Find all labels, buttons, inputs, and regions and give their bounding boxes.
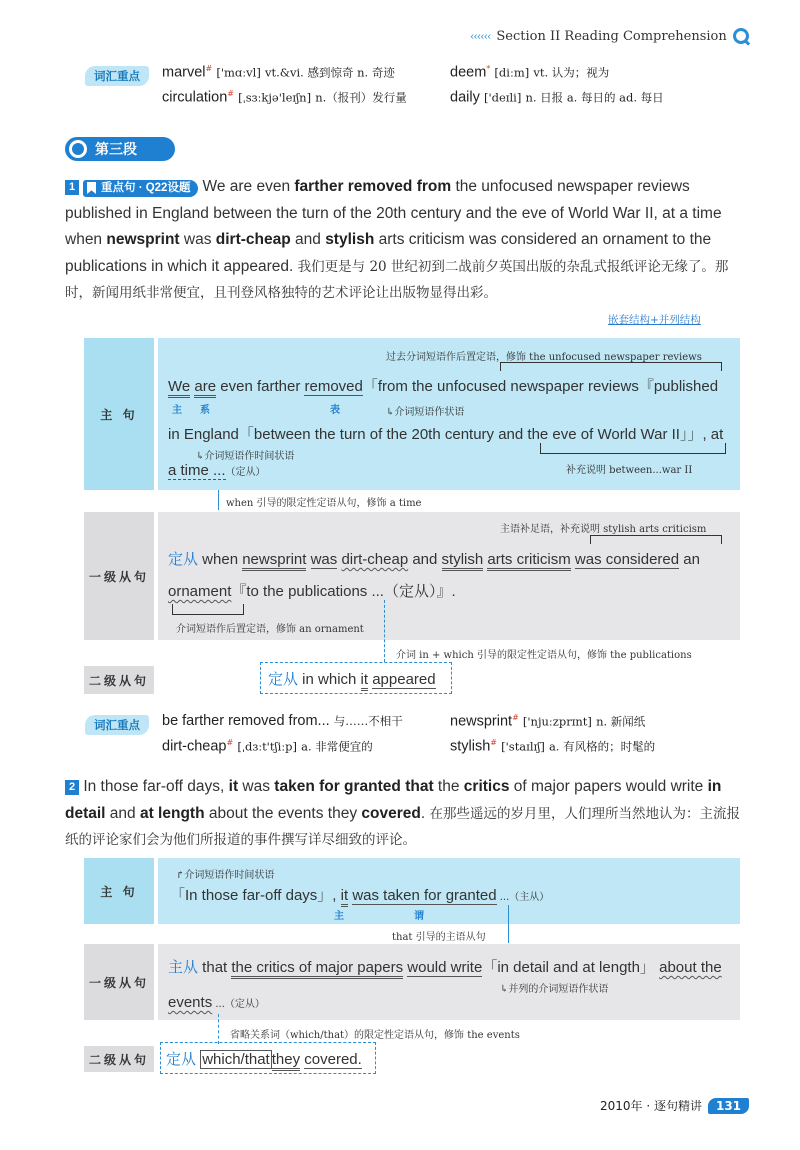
vocab-item: dirt-cheap# [ˌdɜːt'tʃiːp] a. 非常便宜的 — [162, 738, 373, 755]
annotation: ↳并列的介词短语作状语 — [500, 984, 609, 995]
annotation: 省略关系词（which/that）的限定性定语从句，修饰 the events — [230, 1030, 520, 1041]
vocab-tag: 词汇重点 — [85, 66, 149, 86]
key-sentence-tag: 重点句 · Q22设题 — [83, 180, 198, 197]
sentence-number: 2 — [65, 780, 79, 795]
label-predicate: 谓 — [414, 911, 438, 922]
vocab-tag: 词汇重点 — [85, 715, 149, 735]
annotation: 介词短语作后置定语，修饰 an ornament — [176, 624, 364, 635]
section-heading: 第三段 — [65, 137, 175, 161]
label-link: 系 — [200, 405, 224, 416]
annotation: when 引导的限定性定语从句，修饰 a time — [226, 498, 422, 509]
sentence-1: 1 重点句 · Q22设题 We are even farther removed from the unfocused newspaper reviews published in England between the turn of the 20th century and the eve of World War II, at a time when newsprint was dirt-cheap and stylish arts criticism was considered an ornament to the publications in which it appeared. 我们更是与 20 世纪初到二战前夕英国出版的杂乱式报纸评论无缘了。那时，新闻用纸非常便宜，且刊登风格独特的艺术评论让出版物显得出彩。 — [65, 178, 729, 301]
vocab-item: stylish# ['staɪlɪʃ] a. 有风格的；时髦的 — [450, 738, 656, 755]
page-number: 131 — [708, 1098, 749, 1114]
annotation: ↳介词短语作状语 — [386, 407, 465, 418]
sentence-2: 2 In those far-off days, it was taken for granted that the critics of major papers would write in detail and at length about the events they covered. 在那些遥远的岁月里，人们理所当然地认为：主流报纸的评论家们会为他们所报道的事件撰写详尽细致的评论。 — [65, 778, 740, 848]
running-header — [470, 28, 770, 44]
section-title-header: Section II Reading Comprehension — [496, 28, 727, 44]
sub-clause-1-line-1: 定从 when newsprint was dirt-cheap and stylish arts criticism was considered an — [168, 548, 700, 569]
sub-clause-2-text: 定从 in which it appeared — [268, 668, 436, 689]
annotation: 介词 in + which 引导的限定性定语从句，修饰 the publications — [396, 650, 692, 661]
annotation: ↳介词短语作时间状语 — [196, 451, 295, 462]
annotation: 补充说明 between...war II — [566, 465, 693, 476]
translation: 在那些遥远的岁月里，人们理所当然地认为：主流报纸的评论家们会为他们所报道的事件撰写详尽细致的评论。 — [65, 805, 740, 848]
main-clause-label: 主 句 — [84, 858, 154, 924]
main-clause-line-1: We are even farther removed「from the unfocused newspaper reviews『published — [168, 375, 718, 396]
main-clause-line-1: 「In those far-off days」, it was taken for granted ...（主从） — [170, 884, 549, 905]
vocab-item: daily ['deɪli] n. 日报 a. 每日的 ad. 每日 — [450, 89, 664, 106]
vocab-item: deem* [diːm] vt. 认为；视为 — [450, 64, 610, 81]
main-clause-label: 主 句 — [84, 338, 154, 490]
label-subject: 主 — [334, 911, 358, 922]
structure-note: 嵌套结构+并列结构 — [608, 314, 701, 326]
vocab-item: newsprint# ['njuːzprɪnt] n. 新闻纸 — [450, 713, 646, 730]
connector-arrow — [508, 905, 509, 943]
sub-clause-1-line-1: 主从 that the critics of major papers would write「in detail and at length」 about the — [168, 956, 722, 977]
translation: 我们更是与 20 世纪初到二战前夕英国出版的杂乱式报纸评论无缘了。那时，新闻用纸非常便宜，且刊登风格独特的艺术评论让出版物显得出彩。 — [65, 258, 729, 301]
label-subject: 主 — [172, 405, 196, 416]
vocab-item: marvel# ['mɑːvl] vt.&vi. 感到惊奇 n. 奇迹 — [162, 64, 395, 81]
search-logo-icon — [733, 28, 749, 44]
annotation: 主语补足语，补充说明 stylish arts criticism — [500, 524, 707, 535]
annotation: 过去分词短语作后置定语，修饰 the unfocused newspaper reviews — [386, 352, 702, 363]
bracket-line — [590, 535, 722, 544]
footer-label: 2010年 · 逐句精讲 — [600, 1099, 702, 1113]
vocab-item: be farther removed from... 与……不相干 — [162, 713, 403, 729]
page-footer — [600, 1097, 749, 1114]
bracket-line — [540, 443, 726, 454]
sub-clause-1-line-2: events ...（定从） — [168, 994, 265, 1011]
arrows-icon: ‹‹‹‹‹‹ — [470, 29, 491, 43]
search-logo-icon — [69, 140, 87, 158]
bracket-line — [500, 362, 722, 371]
bracket-line — [172, 604, 244, 615]
connector-arrow — [218, 490, 219, 510]
main-clause-line-3: a time ...（定从） — [168, 462, 266, 479]
vocab-item: circulation# [ˌsɜːkjə'leɪʃn] n.（报刊）发行量 — [162, 89, 407, 106]
sub-clause-1-label: 一级从句 — [84, 512, 154, 640]
sub-clause-2-text: 定从 which/that they covered. — [166, 1048, 362, 1069]
sub-clause-2-label: 二级从句 — [84, 666, 154, 694]
sub-clause-1-label: 一级从句 — [84, 944, 154, 1020]
sub-clause-2-label: 二级从句 — [84, 1046, 154, 1072]
annotation: that 引导的主语从句 — [392, 932, 486, 943]
connector-arrow — [218, 1014, 219, 1044]
annotation: ↱介词短语作时间状语 — [176, 870, 275, 881]
label-predicative: 表 — [330, 405, 354, 416]
main-clause-line-2: in England「between the turn of the 20th century and the eve of World War II」」, at — [168, 426, 724, 443]
sentence-number: 1 — [65, 180, 79, 195]
connector-arrow — [384, 600, 385, 662]
sub-clause-1-line-2: ornament『to the publications ...（定从）』. — [168, 583, 456, 600]
